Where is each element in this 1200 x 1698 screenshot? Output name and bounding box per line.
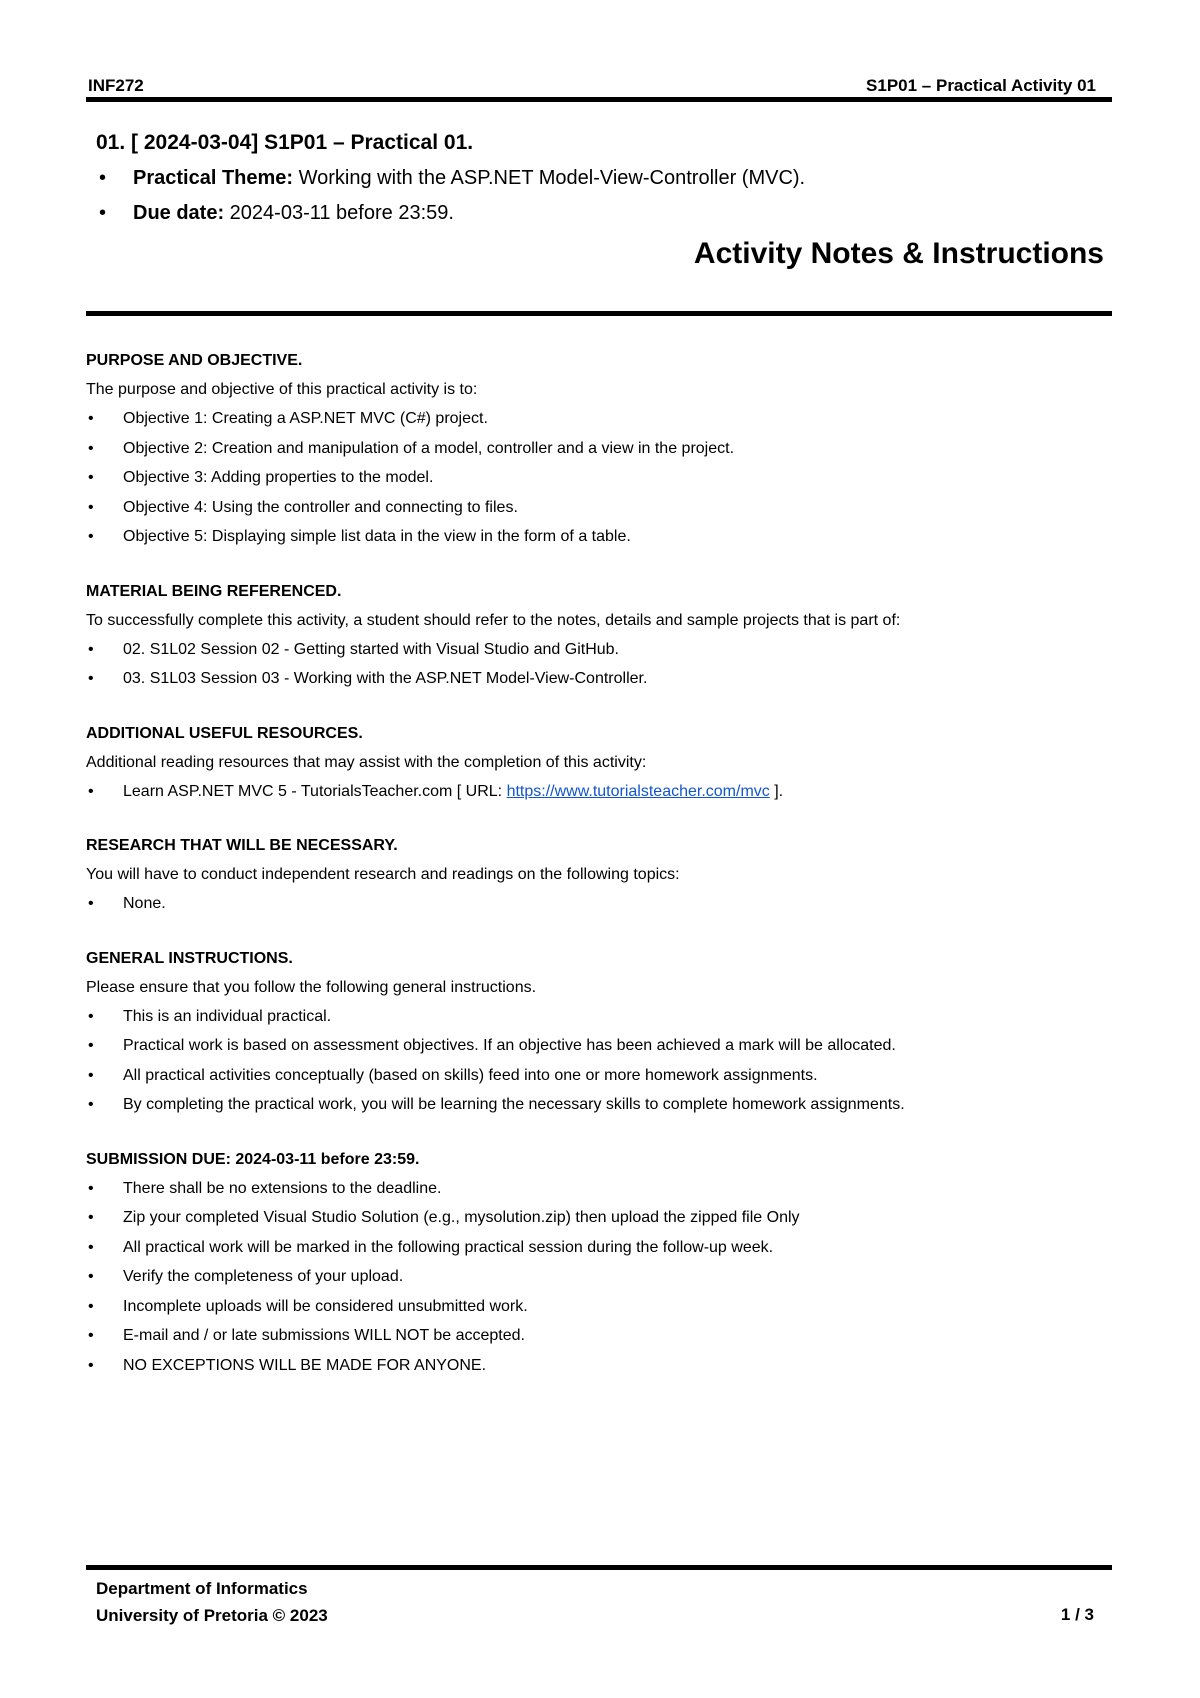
general-section	[86, 944, 1106, 1120]
header-rule	[86, 97, 1112, 102]
list-item: • 03. S1L03 Session 03 - Working with the ASP.NET Model-View-Controller.	[86, 664, 1106, 694]
objectives-list	[86, 404, 1106, 552]
list-item: • Verify the completeness of your upload.	[86, 1262, 1106, 1292]
due-label: Due date:	[133, 202, 225, 224]
list-item: • Incomplete uploads will be considered unsubmitted work.	[86, 1292, 1106, 1322]
due-date	[96, 200, 1106, 226]
section-heading: ADDITIONAL USEFUL RESOURCES.	[86, 724, 363, 742]
theme-value: Working with the ASP.NET Model-View-Controller (MVC).	[293, 167, 806, 189]
list-item: • NO EXCEPTIONS WILL BE MADE FOR ANYONE.	[86, 1351, 1106, 1381]
list-item: • None.	[86, 889, 1106, 919]
research-list	[86, 889, 1106, 919]
list-item	[86, 777, 1106, 807]
list-item: • Zip your completed Visual Studio Solution (e.g., mysolution.zip) then upload the zipped file Only	[86, 1203, 1106, 1233]
section-intro: You will have to conduct independent research and readings on the following topics:	[86, 866, 680, 883]
section-heading: GENERAL INSTRUCTIONS.	[86, 949, 293, 967]
course-code: INF272	[88, 76, 144, 95]
resource-suffix: ].	[769, 782, 784, 800]
list-item: • By completing the practical work, you will be learning the necessary skills to complete homework assignments.	[86, 1090, 1106, 1120]
title-rule	[86, 311, 1112, 316]
content-body	[86, 346, 1106, 1405]
tutorialsteacher-link[interactable]: https://www.tutorialsteacher.com/mvc	[506, 782, 770, 800]
activity-title: S1P01 – Practical Activity 01	[866, 76, 1096, 95]
page-header	[86, 74, 1112, 96]
page-number: 1 / 3	[1060, 1605, 1094, 1624]
practical-theme	[96, 165, 1106, 191]
list-item: • There shall be no extensions to the deadline.	[86, 1174, 1106, 1204]
general-list	[86, 1002, 1106, 1120]
practical-heading: 01. [ 2024-03-04] S1P01 – Practical 01.	[96, 131, 474, 154]
list-item: • E-mail and / or late submissions WILL NOT be accepted.	[86, 1321, 1106, 1351]
research-section	[86, 831, 1106, 919]
list-item: • Objective 1: Creating a ASP.NET MVC (C#) project.	[86, 404, 1106, 434]
due-value: 2024-03-11 before 23:59.	[224, 202, 454, 224]
footer-rule	[86, 1565, 1112, 1570]
activity-notes-heading: Activity Notes & Instructions	[693, 237, 1104, 270]
material-list	[86, 635, 1106, 694]
title-block	[96, 131, 1106, 235]
purpose-section	[86, 346, 1106, 552]
department-name: Department of Informatics	[96, 1579, 308, 1598]
section-heading: RESEARCH THAT WILL BE NECESSARY.	[86, 837, 398, 854]
resource-prefix: Learn ASP.NET MVC 5 - TutorialsTeacher.com [ URL:	[123, 782, 507, 800]
submission-list	[86, 1174, 1106, 1381]
section-intro: Please ensure that you follow the following general instructions.	[86, 978, 537, 996]
section-heading: PURPOSE AND OBJECTIVE.	[86, 352, 303, 369]
section-intro: To successfully complete this activity, a student should refer to the notes, details and sample projects that is part of:	[86, 611, 901, 629]
material-section	[86, 577, 1106, 694]
theme-label: Practical Theme:	[133, 167, 294, 189]
list-item: • Objective 3: Adding properties to the model.	[86, 463, 1106, 493]
practical-details	[96, 165, 1106, 226]
list-item: • All practical work will be marked in the following practical session during the follow-up week.	[86, 1233, 1106, 1263]
section-heading: SUBMISSION DUE: 2024-03-11 before 23:59.	[86, 1150, 420, 1168]
section-intro: The purpose and objective of this practical activity is to:	[86, 381, 478, 398]
submission-section	[86, 1145, 1106, 1381]
list-item: • 02. S1L02 Session 02 - Getting started with Visual Studio and GitHub.	[86, 635, 1106, 665]
list-item: • Objective 2: Creation and manipulation of a model, controller and a view in the project.	[86, 434, 1106, 464]
list-item: • All practical activities conceptually (based on skills) feed into one or more homework assignments.	[86, 1061, 1106, 1091]
resources-list	[86, 777, 1106, 807]
list-item: • Objective 4: Using the controller and connecting to files.	[86, 493, 1106, 523]
list-item: • Objective 5: Displaying simple list data in the view in the form of a table.	[86, 522, 1106, 552]
list-item: • This is an individual practical.	[86, 1002, 1106, 1032]
list-item: • Practical work is based on assessment objectives. If an objective has been achieved a mark will be allocated.	[86, 1031, 1106, 1061]
section-intro: Additional reading resources that may assist with the completion of this activity:	[86, 753, 647, 771]
university-copyright: University of Pretoria © 2023	[96, 1606, 328, 1625]
resources-section	[86, 719, 1106, 807]
section-heading: MATERIAL BEING REFERENCED.	[86, 582, 342, 600]
